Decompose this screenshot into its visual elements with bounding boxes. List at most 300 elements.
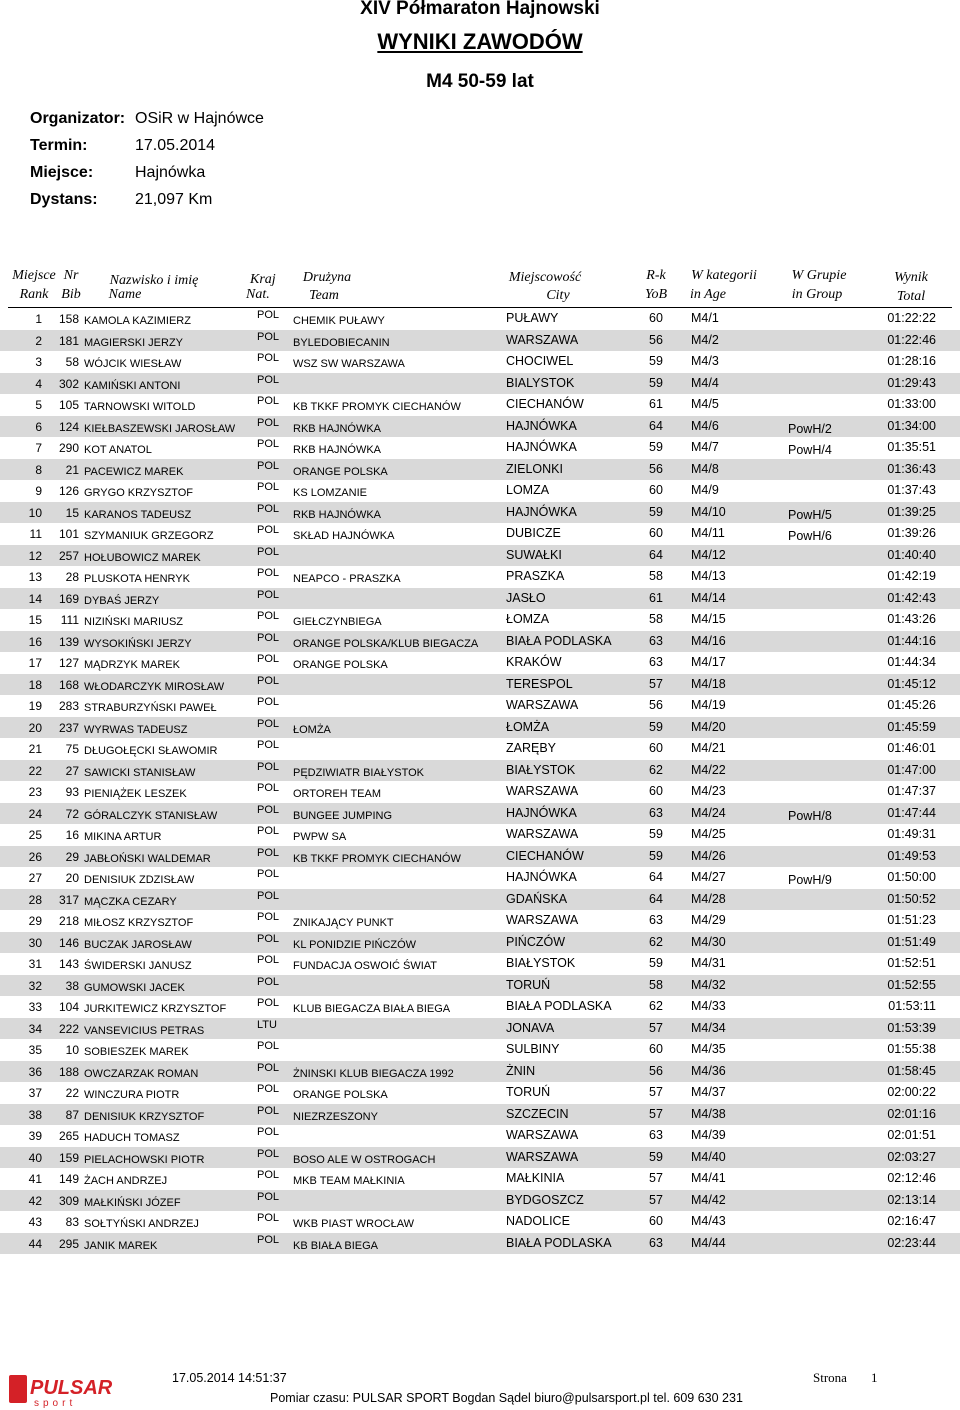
- time-cell: 01:22:22: [887, 311, 936, 325]
- col-cat-pl: W kategorii: [691, 268, 757, 283]
- city-cell: CIECHANÓW: [506, 848, 584, 863]
- time-cell: 01:45:59: [887, 719, 936, 734]
- city-cell: JASŁO: [506, 590, 546, 605]
- nat-cell: POL: [257, 889, 280, 902]
- name-cell: STRABURZYŃSKI PAWEŁ: [84, 702, 217, 714]
- city-cell: GDAŃSKA: [506, 891, 568, 906]
- bib-cell: 38: [65, 978, 79, 993]
- category-cell: M4/4: [691, 375, 719, 390]
- time-cell: 01:42:43: [887, 590, 936, 605]
- rank-cell: 37: [28, 1086, 42, 1100]
- name-cell: JANIK MAREK: [84, 1239, 158, 1252]
- nat-cell: POL: [257, 717, 280, 730]
- bib-cell: 22: [65, 1086, 79, 1100]
- logo-text: PULSAR: [30, 1377, 113, 1399]
- name-cell: GUMOWSKI JACEK: [84, 981, 185, 994]
- team-cell: KB TKKF PROMYK CIECHANÓW: [293, 401, 461, 413]
- category-cell: M4/13: [691, 569, 726, 583]
- category-cell: M4/42: [691, 1192, 726, 1207]
- nat-cell: POL: [257, 1233, 280, 1246]
- category-cell: M4/28: [691, 891, 726, 906]
- bib-cell: 265: [58, 1129, 79, 1143]
- category-cell: M4/3: [691, 354, 719, 368]
- team-cell: RKB HAJNÓWKA: [293, 444, 382, 456]
- rank-cell: 17: [28, 656, 42, 670]
- category-cell: M4/34: [691, 1020, 726, 1035]
- city-cell: BIAŁA PODLASKA: [506, 633, 612, 648]
- yob-cell: 59: [649, 504, 663, 519]
- name-cell: PIELACHOWSKI PIOTR: [84, 1153, 205, 1166]
- name-cell: WŁODARCZYK MIROSŁAW: [84, 680, 225, 693]
- time-cell: 02:12:46: [887, 1171, 936, 1185]
- city-cell: JONAVA: [506, 1020, 555, 1035]
- name-cell: NIZIŃSKI MARIUSZ: [84, 616, 184, 628]
- rank-cell: 39: [28, 1129, 42, 1143]
- category-cell: M4/31: [691, 956, 726, 970]
- yob-cell: 57: [649, 676, 663, 691]
- table-row: [0, 308, 960, 330]
- rank-cell: 33: [28, 1000, 42, 1014]
- yob-cell: 59: [649, 848, 663, 863]
- category-cell: M4/21: [691, 741, 726, 755]
- table-row: [0, 459, 960, 481]
- time-cell: 01:50:00: [887, 870, 936, 884]
- name-cell: KAMIŃSKI ANTONI: [84, 379, 181, 392]
- nat-cell: LTU: [257, 1018, 277, 1031]
- rank-cell: 11: [29, 527, 42, 541]
- category-cell: M4/40: [691, 1149, 726, 1164]
- col-time-pl: Wynik: [894, 270, 928, 285]
- name-cell: DYBAŚ JERZY: [84, 594, 160, 607]
- table-row: [0, 824, 960, 846]
- rank-cell: 10: [28, 505, 42, 520]
- table-row: [0, 1211, 960, 1233]
- time-cell: 01:49:53: [887, 848, 936, 863]
- bib-cell: 257: [58, 548, 79, 563]
- bib-cell: 15: [65, 505, 79, 520]
- city-cell: SUWAŁKI: [506, 547, 562, 562]
- rank-cell: 2: [35, 333, 42, 348]
- table-row: [0, 1168, 960, 1190]
- name-cell: SAWICKI STANISŁAW: [84, 766, 196, 779]
- bib-cell: 317: [58, 892, 79, 907]
- table-row: [0, 480, 960, 502]
- rank-cell: 30: [28, 935, 42, 950]
- name-cell: MIŁOSZ KRZYSZTOF: [84, 917, 194, 929]
- bib-cell: 101: [58, 527, 79, 541]
- page-indicator: [813, 1370, 877, 1386]
- nat-cell: POL: [257, 352, 280, 364]
- table-row: [0, 1039, 960, 1061]
- table-row: [0, 330, 960, 352]
- table-row: [0, 760, 960, 782]
- name-cell: SZYMANIUK GRZEGORZ: [84, 530, 214, 542]
- rank-cell: 29: [28, 914, 42, 928]
- bib-cell: 127: [58, 656, 79, 670]
- nat-cell: POL: [257, 416, 280, 429]
- category-cell: M4/18: [691, 676, 726, 691]
- distance-label: Dystans:: [30, 191, 98, 208]
- city-cell: SULBINY: [506, 1042, 560, 1056]
- rank-cell: 13: [28, 570, 42, 584]
- nat-cell: POL: [257, 696, 280, 708]
- city-cell: ŁOMZA: [506, 612, 550, 626]
- city-cell: PRASZKA: [506, 569, 565, 583]
- name-cell: TARNOWSKI WITOLD: [84, 401, 196, 413]
- city-cell: WARSZAWA: [506, 827, 579, 841]
- team-cell: WSZ SW WARSZAWA: [293, 358, 405, 370]
- team-cell: ORTOREH TEAM: [293, 788, 382, 800]
- time-cell: 01:51:23: [887, 913, 936, 927]
- team-cell: SKŁAD HAJNÓWKA: [293, 530, 395, 542]
- bib-cell: 181: [58, 333, 79, 348]
- col-city-en: City: [546, 288, 570, 303]
- table-row: [0, 889, 960, 911]
- nat-cell: POL: [257, 954, 280, 966]
- city-cell: BIAŁYSTOK: [506, 956, 576, 970]
- name-cell: SOBIESZEK MAREK: [84, 1046, 189, 1058]
- logo-mark: [9, 1375, 27, 1403]
- table-row: [0, 502, 960, 524]
- bib-cell: 158: [58, 312, 79, 326]
- nat-cell: POL: [257, 1126, 280, 1138]
- bib-cell: 93: [65, 785, 79, 799]
- nat-cell: POL: [257, 631, 280, 644]
- yob-cell: 64: [649, 418, 663, 433]
- time-cell: 02:01:51: [887, 1128, 936, 1142]
- rank-cell: 4: [35, 376, 42, 391]
- table-row: [0, 545, 960, 567]
- bib-cell: 159: [58, 1150, 79, 1165]
- category-cell: M4/38: [691, 1106, 726, 1121]
- city-cell: HAJNÓWKA: [506, 418, 577, 433]
- table-row: [0, 1082, 960, 1104]
- yob-cell: 59: [649, 1149, 663, 1164]
- category-cell: M4/2: [691, 332, 719, 347]
- time-cell: 01:35:51: [887, 440, 936, 454]
- yob-cell: 60: [649, 526, 663, 540]
- nat-cell: POL: [257, 438, 280, 450]
- bib-cell: 283: [58, 699, 79, 713]
- time-cell: 01:44:34: [887, 655, 936, 669]
- nat-cell: POL: [257, 868, 280, 880]
- city-cell: WARSZAWA: [506, 913, 579, 927]
- city-cell: WARSZAWA: [506, 1149, 579, 1164]
- time-cell: 01:22:46: [887, 332, 936, 347]
- category-cell: M4/24: [691, 805, 726, 820]
- place-label: Miejsce:: [30, 164, 94, 181]
- time-cell: 02:23:44: [887, 1235, 936, 1250]
- team-cell: BUNGEE JUMPING: [293, 809, 393, 822]
- nat-cell: POL: [257, 1061, 280, 1074]
- name-cell: DENISIUK ZDZISŁAW: [84, 874, 195, 886]
- category-cell: M4/35: [691, 1042, 726, 1056]
- nat-cell: POL: [257, 911, 280, 923]
- yob-cell: 58: [649, 977, 663, 992]
- category-cell: M4/27: [691, 870, 726, 884]
- yob-cell: 60: [649, 311, 663, 325]
- yob-cell: 56: [649, 1063, 663, 1078]
- col-time-en: Total: [896, 289, 926, 304]
- col-bib-pl: Nr: [63, 268, 79, 283]
- col-team-en: Team: [309, 288, 339, 303]
- rank-cell: 20: [28, 720, 42, 735]
- table-row: [0, 1125, 960, 1147]
- yob-cell: 57: [649, 1020, 663, 1035]
- city-cell: WARSZAWA: [506, 698, 579, 712]
- rank-cell: 41: [28, 1172, 42, 1186]
- time-cell: 01:47:00: [887, 762, 936, 777]
- team-cell: ORANGE POLSKA/KLUB BIEGACZA: [293, 637, 479, 650]
- city-cell: HAJNÓWKA: [506, 870, 577, 884]
- team-cell: PĘDZIWIATR BIAŁYSTOK: [293, 766, 425, 779]
- table-row: [0, 867, 960, 889]
- table-row: [0, 975, 960, 997]
- table-row: [0, 437, 960, 459]
- table-row: [0, 1018, 960, 1040]
- rank-cell: 6: [35, 419, 42, 434]
- yob-cell: 64: [649, 870, 663, 884]
- table-row: [0, 674, 960, 696]
- group-cell: PowH/4: [788, 443, 832, 457]
- bib-cell: 16: [65, 828, 79, 842]
- bib-cell: 10: [65, 1043, 79, 1057]
- nat-cell: POL: [257, 524, 280, 536]
- time-cell: 01:33:00: [887, 397, 936, 411]
- category-cell: M4/30: [691, 934, 726, 949]
- group-cell: PowH/5: [788, 507, 832, 522]
- city-cell: WARSZAWA: [506, 332, 579, 347]
- bib-cell: 309: [58, 1193, 79, 1208]
- category-cell: M4/19: [691, 698, 726, 712]
- time-cell: 01:51:49: [887, 934, 936, 949]
- yob-cell: 58: [649, 612, 663, 626]
- category-cell: M4/6: [691, 418, 719, 433]
- city-cell: BIAŁA PODLASKA: [506, 999, 612, 1013]
- col-nat-pl: Kraj: [250, 272, 276, 287]
- name-cell: HADUCH TOMASZ: [84, 1132, 180, 1144]
- city-cell: CHOCIWEL: [506, 354, 574, 368]
- table-row: [0, 523, 960, 545]
- time-cell: 01:47:37: [887, 784, 936, 798]
- time-cell: 01:52:55: [887, 977, 936, 992]
- table-row: [0, 1233, 960, 1255]
- place-value: Hajnówka: [135, 164, 206, 181]
- city-cell: MAŁKINIA: [506, 1171, 565, 1185]
- rank-cell: 5: [35, 398, 42, 412]
- table-row: [0, 910, 960, 932]
- category-cell: M4/37: [691, 1085, 726, 1099]
- time-cell: 01:53:39: [887, 1020, 936, 1035]
- name-cell: BUCZAK JAROSŁAW: [84, 938, 192, 951]
- col-city-pl: Miejscowość: [508, 270, 582, 285]
- nat-cell: POL: [257, 1040, 280, 1052]
- team-cell: RKB HAJNÓWKA: [293, 422, 382, 435]
- name-cell: KOT ANATOL: [84, 444, 152, 456]
- bib-cell: 72: [65, 806, 79, 821]
- rank-cell: 19: [28, 699, 42, 713]
- table-row: [0, 416, 960, 438]
- rank-cell: 38: [28, 1107, 42, 1122]
- city-cell: SZCZECIN: [506, 1106, 569, 1121]
- time-cell: 01:43:26: [887, 612, 936, 626]
- rank-cell: 12: [28, 548, 42, 563]
- time-cell: 01:50:52: [887, 891, 936, 906]
- team-cell: ŻNINSKI KLUB BIEGACZA 1992: [293, 1067, 454, 1080]
- yob-cell: 62: [649, 999, 663, 1013]
- bib-cell: 169: [58, 591, 79, 606]
- team-cell: NEAPCO - PRASZKA: [293, 573, 401, 585]
- nat-cell: POL: [257, 1104, 280, 1117]
- bib-cell: 222: [58, 1021, 79, 1036]
- table-row: [0, 1104, 960, 1126]
- city-cell: KRAKÓW: [506, 655, 562, 669]
- bib-cell: 302: [58, 376, 79, 391]
- page-label: Strona: [813, 1370, 847, 1385]
- category-cell: M4/1: [691, 311, 719, 325]
- nat-cell: POL: [257, 1147, 280, 1160]
- table-row: [0, 846, 960, 868]
- yob-cell: 63: [649, 805, 663, 820]
- rank-cell: 40: [28, 1150, 42, 1165]
- city-cell: HAJNÓWKA: [506, 504, 577, 519]
- rank-cell: 24: [28, 806, 42, 821]
- yob-cell: 63: [649, 655, 663, 669]
- nat-cell: POL: [257, 760, 280, 773]
- nat-cell: POL: [257, 653, 280, 665]
- rank-cell: 18: [28, 677, 42, 692]
- yob-cell: 59: [649, 375, 663, 390]
- group-cell: PowH/2: [788, 421, 832, 436]
- table-row: [0, 717, 960, 739]
- team-cell: FUNDACJA OSWOIĆ ŚWIAT: [293, 960, 438, 972]
- team-cell: BOSO ALE W OSTROGACH: [293, 1153, 436, 1166]
- col-cat-en: in Age: [690, 287, 726, 302]
- time-cell: 01:39:26: [887, 526, 936, 540]
- rank-cell: 9: [35, 484, 42, 498]
- rank-cell: 36: [28, 1064, 42, 1079]
- name-cell: ŚWIDERSKI JANUSZ: [84, 960, 192, 972]
- rank-cell: 25: [28, 828, 42, 842]
- table-row: [0, 1061, 960, 1083]
- yob-cell: 60: [649, 1042, 663, 1056]
- bib-cell: 28: [65, 570, 79, 584]
- date-label: Termin:: [30, 137, 88, 154]
- table-row: [0, 652, 960, 674]
- table-row: [0, 394, 960, 416]
- nat-cell: POL: [257, 739, 280, 751]
- yob-cell: 59: [649, 440, 663, 454]
- time-cell: 01:49:31: [887, 827, 936, 841]
- category-cell: M4/20: [691, 719, 726, 734]
- category-cell: M4/29: [691, 913, 726, 927]
- date-value: 17.05.2014: [135, 137, 216, 154]
- distance-value: 21,097 Km: [135, 191, 213, 208]
- city-cell: NADOLICE: [506, 1214, 570, 1228]
- time-cell: 01:44:16: [887, 633, 936, 648]
- team-cell: ŁOMŻA: [293, 723, 331, 736]
- nat-cell: POL: [257, 674, 280, 687]
- yob-cell: 61: [649, 397, 663, 411]
- name-cell: DENISIUK KRZYSZTOF: [84, 1110, 205, 1123]
- time-cell: 01:37:43: [887, 483, 936, 497]
- rank-cell: 1: [35, 312, 42, 326]
- city-cell: WARSZAWA: [506, 784, 579, 798]
- yob-cell: 62: [649, 934, 663, 949]
- time-cell: 01:52:51: [887, 956, 936, 970]
- yob-cell: 57: [649, 1192, 663, 1207]
- bib-cell: 143: [58, 957, 79, 971]
- timing-info: Pomiar czasu: PULSAR SPORT Bogdan Sądel biuro@pulsarsport.pl tel. 609 630 231: [270, 1391, 743, 1405]
- bib-cell: 139: [58, 634, 79, 649]
- table-row: [0, 803, 960, 825]
- nat-cell: POL: [257, 803, 280, 816]
- category-cell: M4/9: [691, 483, 719, 497]
- table-row: [0, 609, 960, 631]
- name-cell: KAMOLA KAZIMIERZ: [84, 315, 191, 327]
- nat-cell: POL: [257, 567, 280, 579]
- rank-cell: 34: [28, 1021, 42, 1036]
- nat-cell: POL: [257, 481, 280, 493]
- bib-cell: 21: [65, 462, 79, 477]
- time-cell: 01:53:11: [888, 999, 936, 1013]
- team-cell: MKB TEAM MAŁKINIA: [293, 1175, 405, 1187]
- category-cell: M4/7: [691, 440, 719, 454]
- name-cell: VANSEVICIUS PETRAS: [84, 1024, 205, 1037]
- team-cell: NIEZRZESZONY: [293, 1110, 378, 1123]
- table-row: [0, 932, 960, 954]
- table-row: [0, 1190, 960, 1212]
- bib-cell: 124: [58, 419, 79, 434]
- rank-cell: 42: [28, 1193, 42, 1208]
- time-cell: 01:28:16: [887, 354, 936, 368]
- city-cell: CIECHANÓW: [506, 397, 584, 411]
- name-cell: DŁUGOŁĘCKI SŁAWOMIR: [84, 745, 218, 757]
- city-cell: ŁOMŻA: [506, 719, 550, 734]
- time-cell: 01:47:44: [887, 805, 936, 820]
- team-cell: BYLEDOBIECANIN: [293, 336, 390, 349]
- table-header: [0, 268, 960, 308]
- table-row: [0, 996, 960, 1018]
- team-cell: ZNIKAJĄCY PUNKT: [293, 917, 394, 929]
- rank-cell: 31: [28, 957, 42, 971]
- bib-cell: 168: [58, 677, 79, 692]
- rank-cell: 14: [28, 591, 42, 606]
- yob-cell: 63: [649, 913, 663, 927]
- team-cell: ORANGE POLSKA: [293, 465, 388, 478]
- rank-cell: 21: [28, 742, 42, 756]
- team-cell: ORANGE POLSKA: [293, 659, 388, 671]
- pulsar-sport-logo: [8, 1372, 118, 1408]
- yob-cell: 60: [649, 784, 663, 798]
- name-cell: OWCZARZAK ROMAN: [84, 1067, 199, 1080]
- col-yob-pl: R-k: [646, 268, 666, 283]
- table-row: [0, 781, 960, 803]
- group-cell: PowH/6: [788, 529, 832, 543]
- yob-cell: 64: [649, 547, 663, 562]
- name-cell: PACEWICZ MAREK: [84, 465, 184, 478]
- col-rank-pl: Miejsce: [12, 268, 56, 283]
- name-cell: WINCZURA PIOTR: [84, 1089, 180, 1101]
- table-row: [0, 351, 960, 373]
- name-cell: GRYGO KRZYSZTOF: [84, 487, 193, 499]
- category-cell: M4/5: [691, 397, 719, 411]
- yob-cell: 60: [649, 483, 663, 497]
- time-cell: 02:00:22: [887, 1085, 936, 1099]
- table-row: [0, 1147, 960, 1169]
- bib-cell: 29: [65, 849, 79, 864]
- name-cell: WYSOKIŃSKI JERZY: [84, 637, 192, 650]
